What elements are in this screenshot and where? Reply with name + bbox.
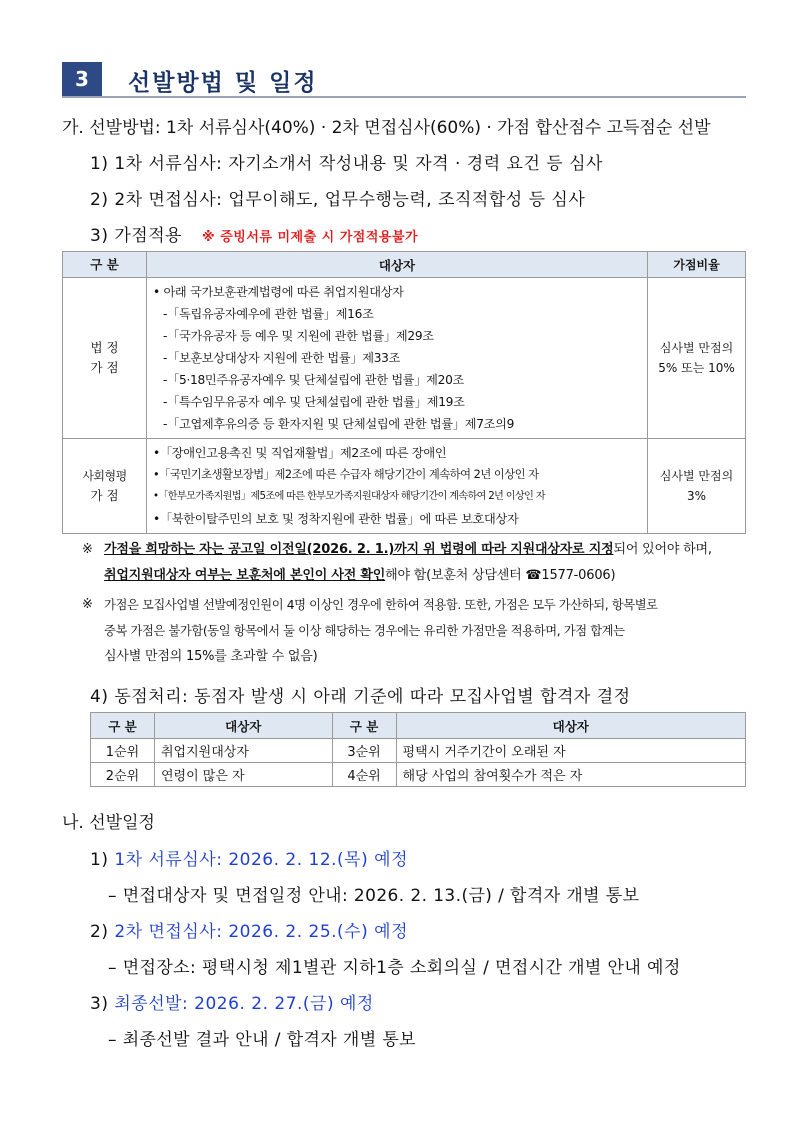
table-row (91, 763, 746, 787)
document-review-item: 1) 1차 서류심사: 자기소개서 작성내용 및 자격 · 경력 요건 등 심사 (90, 154, 603, 174)
ratio-line: 5% 또는 10% (658, 361, 735, 375)
tie-break-heading: 4) 동점처리: 동점자 발생 시 아래 기준에 따라 모집사업별 합격자 결정 (90, 687, 631, 707)
schedule-step-2 (90, 917, 408, 942)
target-cell: 평택시 거주기간이 오래된 자 (396, 739, 745, 763)
category-line: 가 점 (90, 360, 119, 375)
list-item: • 아래 국가보훈관계법령에 따른 취업지원대상자 (153, 285, 404, 299)
list-item: •「국민기초생활보장법」제2조에 따른 수급자 해당기간이 계속하여 2년 이상인 자 (153, 468, 539, 481)
note-mark: ※ (82, 597, 93, 612)
step-number: 1) (90, 850, 115, 870)
rank-cell: 4순위 (332, 763, 396, 787)
category-line: 가 점 (90, 488, 119, 503)
target-cell: 연령이 많은 자 (155, 763, 333, 787)
header-ratio: 가점비율 (648, 252, 746, 278)
step-number: 2) (90, 922, 115, 942)
list-item: •「한부모가족지원법」제5조에 따른 한부모가족지원대상자 해당기간이 계속하여 2년 이상인 자 (153, 491, 545, 502)
header-target: 대상자 (155, 713, 333, 739)
table-row (91, 739, 746, 763)
list-item: -「보훈보상대상자 지원에 관한 법률」제33조 (163, 351, 401, 365)
category-cell (63, 439, 147, 534)
bonus-points-item (90, 221, 418, 246)
ratio-cell (648, 439, 746, 534)
schedule-step-3-detail: – 최종선발 결과 안내 / 합격자 개별 통보 (108, 1030, 416, 1050)
table-header-row (91, 713, 746, 739)
ratio-line: 심사별 만점의 (659, 469, 734, 483)
list-item: -「고엽제후유의증 등 환자지원 및 단체설립에 관한 법률」제7조의9 (163, 417, 515, 431)
section-header (62, 62, 746, 98)
bonus-points-label: 3) 가점적용 (90, 226, 183, 246)
note-underlined-text: 가점을 희망하는 자는 공고일 이전일(2026. 2. 1.)까지 위 법령에 따라 지원대상자로 지정 (104, 542, 614, 557)
header-target: 대상자 (396, 713, 745, 739)
target-cell: 해당 사업의 참여횟수가 적은 자 (396, 763, 745, 787)
note-text: 되어 있어야 하며, (613, 542, 712, 557)
rank-cell: 3순위 (332, 739, 396, 763)
table-row (63, 278, 746, 439)
schedule-step-1 (90, 845, 408, 870)
tie-break-table (90, 712, 746, 787)
section-title: 선발방법 및 일정 (128, 70, 318, 96)
bonus-points-table (62, 251, 746, 534)
evidence-warning-note: ※ 증빙서류 미제출 시 가점적용불가 (202, 230, 419, 245)
target-cell (147, 439, 648, 534)
header-rank: 구 분 (91, 713, 155, 739)
document-review-date: 1차 서류심사: 2026. 2. 12.(목) 예정 (114, 850, 408, 870)
note-text-line: 가점은 모집사업별 선발예정인원이 4명 이상인 경우에 한하여 적용함. 또한, 가점은 모두 가산하되, 항목별로 (104, 598, 658, 612)
schedule-step-3 (90, 989, 374, 1014)
note-text-line: 중복 가점은 불가함(동일 항목에서 둘 이상 해당하는 경우에는 유리한 가점만을 적용하며, 가점 합계는 (104, 624, 625, 638)
section-number-badge: 3 (62, 62, 102, 96)
note-mark: ※ (82, 542, 93, 557)
schedule-step-1-detail: – 면접대상자 및 면접일정 안내: 2026. 2. 13.(금) / 합격자 개별 통보 (108, 886, 640, 906)
list-item: •「장애인고용촉진 및 직업재활법」제2조에 따른 장애인 (153, 446, 447, 460)
note-text: 해야 함(보훈처 상담센터 ☎1577-0606) (385, 568, 616, 583)
list-item: -「국가유공자 등 예우 및 지원에 관한 법률」제29조 (163, 329, 434, 343)
target-cell (147, 278, 648, 439)
ratio-line: 심사별 만점의 (659, 341, 734, 355)
category-line: 사회형평 (82, 469, 127, 483)
final-selection-date: 최종선발: 2026. 2. 27.(금) 예정 (114, 994, 374, 1014)
note-underlined-text: 취업지원대상자 여부는 보훈처에 본인이 사전 확인 (104, 568, 386, 583)
schedule-step-2-detail: – 면접장소: 평택시청 제1별관 지하1층 소회의실 / 면접시간 개별 안내 예정 (108, 958, 681, 978)
list-item: -「5·18민주유공자예우 및 단체설립에 관한 법률」제20조 (163, 373, 465, 387)
header-rank: 구 분 (332, 713, 396, 739)
table-header-row (63, 252, 746, 278)
note-text-line (104, 563, 615, 589)
category-line: 법 정 (90, 340, 119, 355)
category-cell (63, 278, 147, 439)
step-number: 3) (90, 994, 115, 1014)
note-text-line (104, 537, 712, 563)
note-text-line: 심사별 만점의 15%를 초과할 수 없음) (104, 649, 318, 664)
selection-method-heading: 가. 선발방법: 1차 서류심사(40%) · 2차 면접심사(60%) · 가점 합산점수 고득점순 선발 (62, 118, 711, 138)
interview-date: 2차 면접심사: 2026. 2. 25.(수) 예정 (114, 922, 408, 942)
table-row (63, 439, 746, 534)
list-item: -「특수임무유공자 예우 및 단체설립에 관한 법률」제19조 (163, 395, 465, 409)
ratio-line: 3% (686, 489, 707, 503)
schedule-heading: 나. 선발일정 (62, 813, 155, 833)
list-item: -「독립유공자예우에 관한 법률」제16조 (163, 307, 374, 321)
header-category: 구 분 (63, 252, 147, 278)
rank-cell: 1순위 (91, 739, 155, 763)
rank-cell: 2순위 (91, 763, 155, 787)
interview-item: 2) 2차 면접심사: 업무이해도, 업무수행능력, 조직적합성 등 심사 (90, 190, 586, 210)
header-target: 대상자 (147, 252, 648, 278)
ratio-cell (648, 278, 746, 439)
target-cell: 취업지원대상자 (155, 739, 333, 763)
list-item: •「북한이탈주민의 보호 및 정착지원에 관한 법률」에 따른 보호대상자 (153, 512, 519, 526)
